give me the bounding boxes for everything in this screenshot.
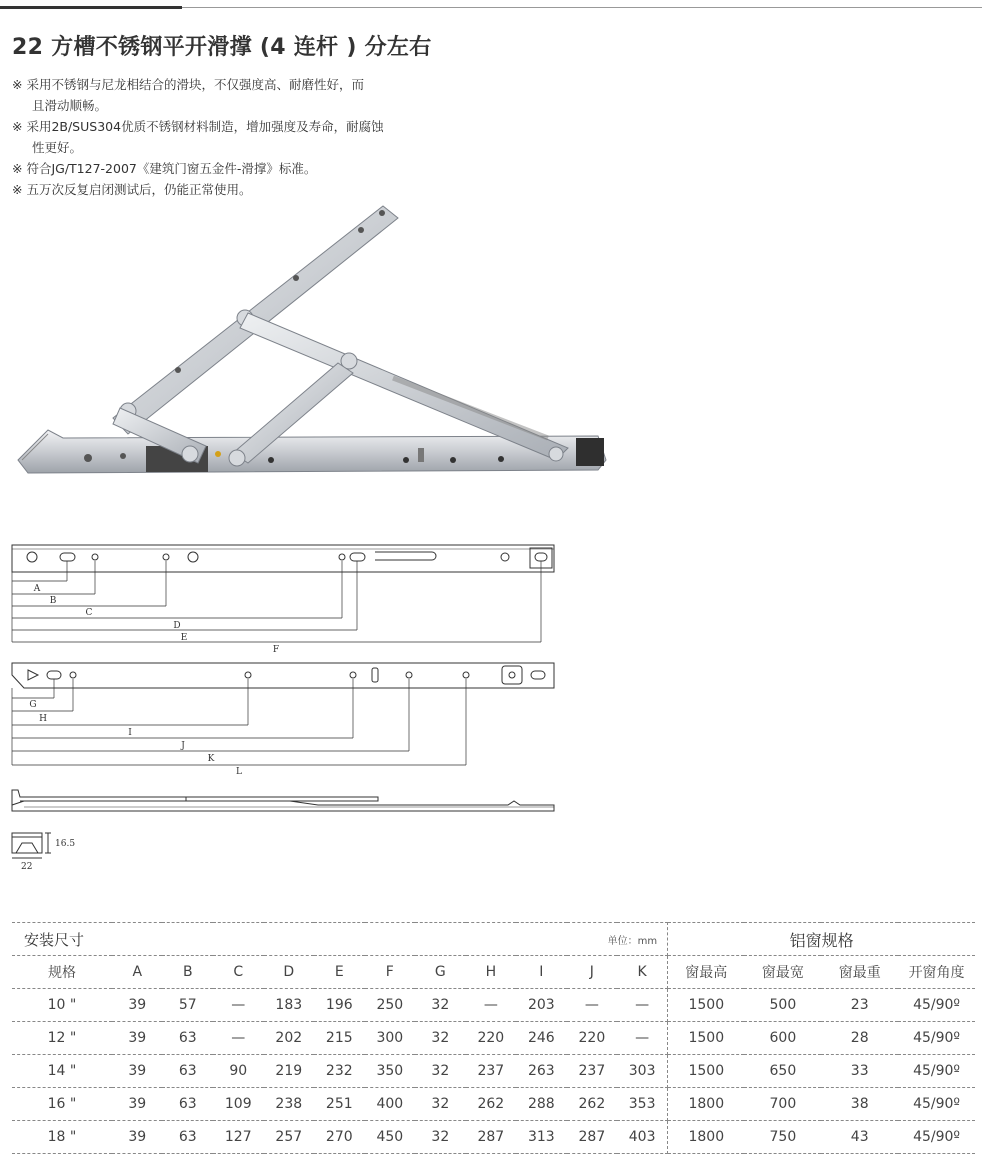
- table-cell: 183: [264, 989, 315, 1022]
- table-cell: —: [466, 989, 517, 1022]
- table-cell: 1500: [668, 989, 745, 1022]
- side-profile: [12, 790, 554, 811]
- table-cell: —: [617, 1022, 668, 1055]
- dim-label-f: F: [272, 645, 280, 655]
- table-cell: 57: [162, 989, 213, 1022]
- table-cell: 400: [365, 1088, 416, 1121]
- header-cell: J: [567, 956, 618, 989]
- window-spec-title: 铝窗规格: [668, 923, 975, 956]
- dim-label-e: E: [180, 633, 188, 643]
- table-cell: 45/90º: [898, 989, 975, 1022]
- table-row: [12, 1022, 975, 1055]
- bottom-profile: [12, 663, 554, 688]
- header-rule: [0, 6, 982, 8]
- table-cell: 650: [744, 1055, 821, 1088]
- table-cell: 32: [415, 1055, 466, 1088]
- table-cell: 313: [516, 1121, 567, 1154]
- table-cell: 220: [466, 1022, 517, 1055]
- table-cell: 32: [415, 989, 466, 1022]
- dim-label-d: D: [173, 621, 181, 631]
- table-cell: 63: [162, 1088, 213, 1121]
- table-cell: 353: [617, 1088, 668, 1121]
- table-cell: 63: [162, 1121, 213, 1154]
- table-cell: 500: [744, 989, 821, 1022]
- table-cell: 39: [112, 1055, 163, 1088]
- header-cell: B: [162, 956, 213, 989]
- table-cell: 600: [744, 1022, 821, 1055]
- table-cell: 33: [821, 1055, 898, 1088]
- table-cell: 303: [617, 1055, 668, 1088]
- table-cell: 63: [162, 1022, 213, 1055]
- header-cell: I: [516, 956, 567, 989]
- table-cell: 215: [314, 1022, 365, 1055]
- feature-1-line-2: 且滑动顺畅。: [32, 98, 108, 113]
- technical-drawing: [0, 535, 570, 875]
- table-cell: 127: [213, 1121, 264, 1154]
- cross-section: [12, 833, 51, 858]
- bottom-dimensions: [12, 679, 466, 765]
- header-cell: 开窗角度: [898, 956, 975, 989]
- table-cell: 196: [314, 989, 365, 1022]
- header-cell: 窗最宽: [744, 956, 821, 989]
- table-cell: 270: [314, 1121, 365, 1154]
- feature-1-line-1: ※ 采用不锈钢与尼龙相结合的滑块，不仅强度高、耐磨性好，而: [12, 77, 364, 92]
- top-profile: [12, 545, 554, 572]
- header-cell: K: [617, 956, 668, 989]
- table-cell: 350: [365, 1055, 416, 1088]
- table-cell: 403: [617, 1121, 668, 1154]
- section-height-label: 16.5: [55, 839, 76, 849]
- table-cell: 23: [821, 989, 898, 1022]
- table-cell: 10 ": [12, 989, 112, 1022]
- table-cell: 45/90º: [898, 1088, 975, 1121]
- table-cell: 39: [112, 1022, 163, 1055]
- table-cell: —: [213, 989, 264, 1022]
- header-cell: 窗最重: [821, 956, 898, 989]
- table-cell: —: [567, 989, 618, 1022]
- page-title: 22 方槽不锈钢平开滑撑 (4 连杆 ) 分左右: [12, 35, 432, 60]
- product-photo: [8, 198, 608, 483]
- table-cell: 202: [264, 1022, 315, 1055]
- table-cell: 14 ": [12, 1055, 112, 1088]
- dim-label-j: J: [181, 741, 185, 751]
- table-cell: 12 ": [12, 1022, 112, 1055]
- table-cell: 43: [821, 1121, 898, 1154]
- header-cell: A: [112, 956, 163, 989]
- table-cell: 262: [466, 1088, 517, 1121]
- dim-label-k: K: [207, 754, 215, 764]
- table-cell: —: [617, 989, 668, 1022]
- dim-label-h: H: [39, 714, 47, 724]
- table-cell: 219: [264, 1055, 315, 1088]
- table-cell: 45/90º: [898, 1055, 975, 1088]
- dim-label-b: B: [49, 596, 57, 606]
- feature-2-line-2: 性更好。: [32, 140, 83, 155]
- table-cell: 257: [264, 1121, 315, 1154]
- feature-3: ※ 符合JG/T127-2007《建筑门窗五金件-滑撑》标准。: [12, 161, 317, 176]
- table-cell: 45/90º: [898, 1022, 975, 1055]
- table-cell: 16 ": [12, 1088, 112, 1121]
- table-cell: 450: [365, 1121, 416, 1154]
- feature-list: [12, 74, 432, 200]
- spec-table: [12, 922, 975, 1154]
- section-width-label: 22: [21, 862, 33, 872]
- table-cell: 220: [567, 1022, 618, 1055]
- table-cell: 287: [466, 1121, 517, 1154]
- table-cell: 39: [112, 989, 163, 1022]
- table-cell: 237: [567, 1055, 618, 1088]
- table-row: [12, 1055, 975, 1088]
- dim-label-l: L: [236, 767, 242, 777]
- table-cell: 203: [516, 989, 567, 1022]
- header-cell: E: [314, 956, 365, 989]
- header-cell: H: [466, 956, 517, 989]
- table-cell: 237: [466, 1055, 517, 1088]
- table-row: [12, 1121, 975, 1154]
- header-cell: 规格: [12, 956, 112, 989]
- table-cell: 700: [744, 1088, 821, 1121]
- table-cell: 750: [744, 1121, 821, 1154]
- table-row: [12, 1088, 975, 1121]
- table-cell: 238: [264, 1088, 315, 1121]
- header-cell: G: [415, 956, 466, 989]
- feature-2-line-1: ※ 采用2B/SUS304优质不锈钢材料制造，增加强度及寿命，耐腐蚀: [12, 119, 384, 134]
- dim-label-i: I: [128, 728, 132, 738]
- table-title-row: [12, 923, 975, 956]
- header-cell: F: [365, 956, 416, 989]
- table-cell: 39: [112, 1121, 163, 1154]
- table-cell: 288: [516, 1088, 567, 1121]
- table-cell: 28: [821, 1022, 898, 1055]
- table-cell: 32: [415, 1088, 466, 1121]
- table-cell: 300: [365, 1022, 416, 1055]
- table-cell: 39: [112, 1088, 163, 1121]
- unit-label: 单位：mm: [516, 923, 668, 956]
- table-cell: 32: [415, 1121, 466, 1154]
- header-rule-line: [182, 7, 982, 8]
- table-cell: 232: [314, 1055, 365, 1088]
- table-cell: 1800: [668, 1121, 745, 1154]
- table-cell: 38: [821, 1088, 898, 1121]
- dim-label-a: A: [33, 584, 41, 594]
- table-cell: 1800: [668, 1088, 745, 1121]
- header-cell: C: [213, 956, 264, 989]
- table-cell: 262: [567, 1088, 618, 1121]
- table-cell: 109: [213, 1088, 264, 1121]
- table-cell: 287: [567, 1121, 618, 1154]
- table-cell: 32: [415, 1022, 466, 1055]
- table-cell: —: [213, 1022, 264, 1055]
- top-dimensions: [12, 561, 541, 642]
- install-size-title: 安装尺寸: [12, 923, 516, 956]
- spec-table-container: [12, 922, 975, 1154]
- table-cell: 63: [162, 1055, 213, 1088]
- table-cell: 18 ": [12, 1121, 112, 1154]
- dim-label-c: C: [85, 608, 93, 618]
- dimension-labels: [21, 584, 279, 872]
- table-cell: 45/90º: [898, 1121, 975, 1154]
- table-row: [12, 989, 975, 1022]
- table-cell: 263: [516, 1055, 567, 1088]
- table-cell: 1500: [668, 1055, 745, 1088]
- dim-label-g: G: [29, 700, 37, 710]
- table-cell: 250: [365, 989, 416, 1022]
- table-cell: 90: [213, 1055, 264, 1088]
- header-cell: 窗最高: [668, 956, 745, 989]
- header-cell: D: [264, 956, 315, 989]
- header-rule-accent: [0, 6, 182, 9]
- feature-4: ※ 五万次反复启闭测试后，仍能正常使用。: [12, 182, 252, 197]
- table-cell: 251: [314, 1088, 365, 1121]
- table-cell: 246: [516, 1022, 567, 1055]
- table-cell: 1500: [668, 1022, 745, 1055]
- table-header-row: [12, 956, 975, 989]
